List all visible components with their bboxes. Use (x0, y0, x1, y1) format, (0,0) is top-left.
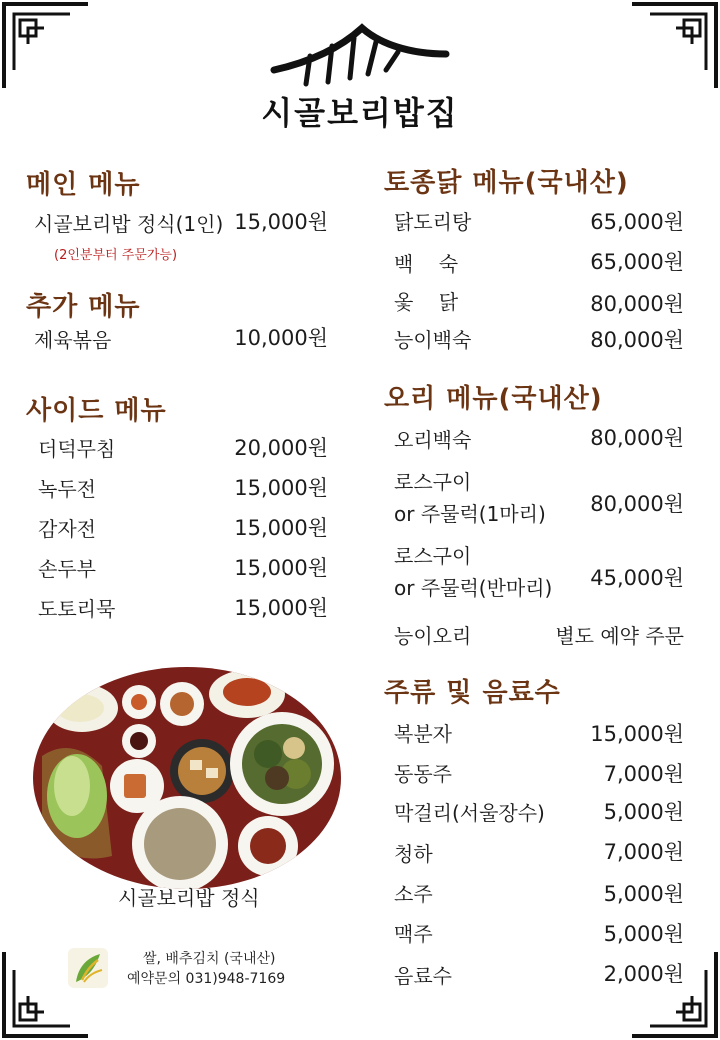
section-title-extra: 추가 메뉴 (26, 292, 141, 322)
menu-item-price: 5,000원 (603, 882, 684, 906)
menu-item-price: 80,000원 (590, 492, 684, 516)
menu-item-name: 더덕무침 (38, 437, 116, 461)
corner-ornament (630, 0, 720, 90)
menu-item-name: 오리백숙 (394, 428, 472, 452)
menu-item-price: 7,000원 (603, 840, 684, 864)
menu-item-name-line1: 로스구이 (394, 544, 472, 568)
menu-item-price: 80,000원 (590, 328, 684, 352)
menu-item-price: 5,000원 (603, 922, 684, 946)
menu-item-price: 65,000원 (590, 250, 684, 274)
menu-item-name: 닭도리탕 (394, 210, 472, 234)
leaf-logo-icon (68, 948, 108, 988)
menu-item-price: 2,000원 (603, 962, 684, 986)
section-title-duck: 오리 메뉴(국내산) (384, 384, 603, 414)
menu-item-name: 능이백숙 (394, 328, 472, 352)
menu-item-name: 녹두전 (38, 477, 96, 501)
order-note: (2인분부터 주문가능) (54, 248, 178, 263)
menu-item-price: 65,000원 (590, 210, 684, 234)
restaurant-name: 시골보리밥집 (261, 94, 459, 132)
menu-item-price: 15,000원 (234, 476, 328, 500)
menu-item-name: 동동주 (394, 762, 452, 786)
menu-item-name: 막걸리(서울장수) (394, 801, 545, 825)
reservation-info: 예약문의 031)948-7169 (127, 971, 286, 987)
menu-item-price: 15,000원 (234, 596, 328, 620)
menu-item-price: 15,000원 (234, 516, 328, 540)
menu-item-price: 80,000원 (590, 292, 684, 316)
menu-item-price: 7,000원 (603, 762, 684, 786)
section-title-main: 메인 메뉴 (26, 170, 141, 200)
section-title-chicken: 토종닭 메뉴(국내산) (384, 168, 629, 198)
menu-item-name-line2: or 주물럭(1마리) (394, 502, 546, 526)
menu-item-price: 15,000원 (590, 722, 684, 746)
photo-caption: 시골보리밥 정식 (118, 886, 260, 910)
food-photo (32, 666, 342, 891)
menu-item-price: 15,000원 (234, 556, 328, 580)
menu-item-name: 능이오리 (394, 624, 472, 648)
menu-item-name: 시골보리밥 정식(1인) (34, 212, 224, 236)
menu-item-name: 백 숙 (394, 252, 459, 276)
menu-item-price: 80,000원 (590, 426, 684, 450)
menu-item-name: 청하 (394, 842, 433, 866)
menu-item-name: 손두부 (38, 557, 96, 581)
menu-item-name: 복분자 (394, 722, 452, 746)
menu-item-name-line1: 로스구이 (394, 470, 472, 494)
section-title-side: 사이드 메뉴 (26, 396, 167, 426)
menu-item-name: 제육볶음 (34, 328, 112, 352)
menu-item-name: 음료수 (394, 964, 452, 988)
menu-item-price: 45,000원 (590, 566, 684, 590)
menu-item-name-line2: or 주물럭(반마리) (394, 576, 553, 600)
menu-item-price: 20,000원 (234, 436, 328, 460)
menu-item-price: 10,000원 (234, 326, 328, 350)
corner-ornament (0, 0, 90, 90)
menu-item-name: 도토리묵 (38, 597, 116, 621)
menu-item-name: 옻 닭 (394, 290, 459, 314)
menu-item-name: 맥주 (394, 922, 433, 946)
origin-info: 쌀, 배추김치 (국내산) (143, 951, 276, 967)
menu-item-name: 감자전 (38, 517, 96, 541)
menu-item-price: 별도 예약 주문 (555, 624, 684, 648)
menu-item-name: 소주 (394, 882, 433, 906)
menu-item-price: 15,000원 (234, 210, 328, 234)
section-title-drinks: 주류 및 음료수 (384, 678, 561, 708)
menu-item-price: 5,000원 (603, 800, 684, 824)
roof-logo-icon (270, 18, 450, 90)
